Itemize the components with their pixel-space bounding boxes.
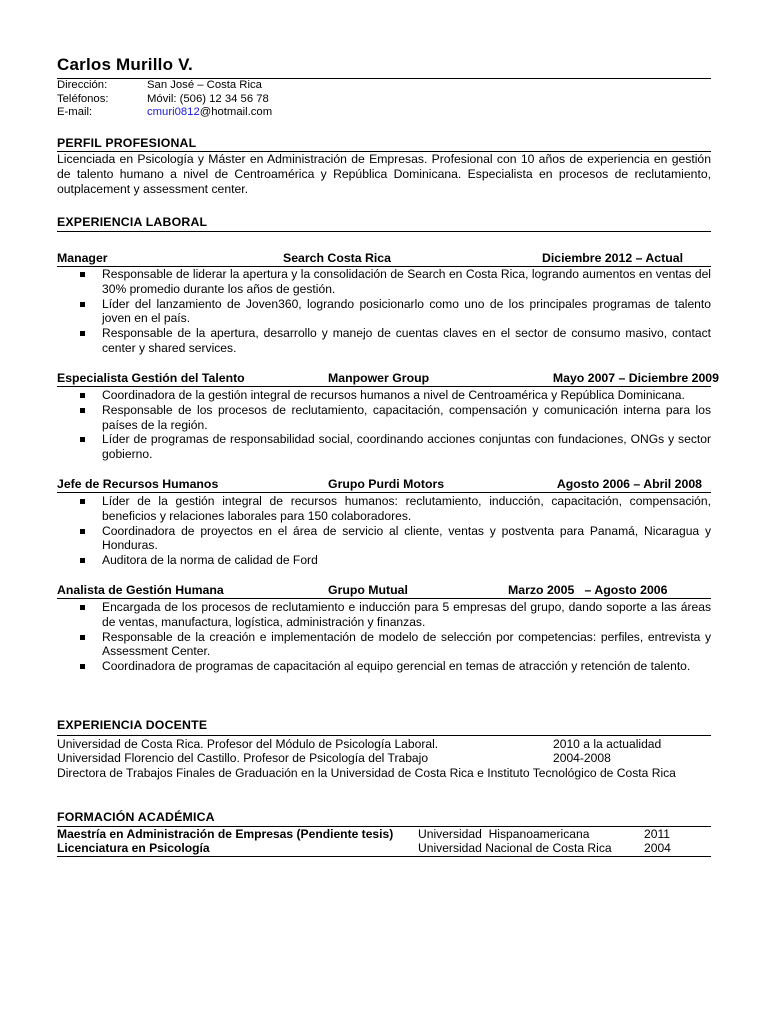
list-item <box>57 403 711 433</box>
profile-text: Licenciada en Psicología y Máster en Administración de Empresas. Profesional con 10 años de experiencia en gestión de talento humano a nivel de Centroamérica y República Dominicana. Especialista en procesos de reclutamiento, outplacement y assessment center. <box>57 152 711 196</box>
bullet-text: Responsable de los procesos de reclutamiento, capacitación, compensación y comunicación interna para los países de la región. <box>102 402 711 432</box>
phone-label: Teléfonos: <box>57 93 109 105</box>
list-item <box>57 267 711 297</box>
bullet-icon <box>80 558 85 563</box>
list-item <box>57 494 711 524</box>
education-bottom-divider <box>57 856 711 857</box>
bullet-icon <box>80 529 85 534</box>
bullet-text: Auditora de la norma de calidad de Ford <box>102 553 318 568</box>
job-company: Search Costa Rica <box>283 251 391 265</box>
bullet-text: Responsable de la creación e implementación de modelo de selección por competencias: perfiles, entrevista y Assessment Center. <box>102 629 711 659</box>
bullet-text: Coordinadora de programas de capacitación al equipo gerencial en temas de atracción y retención de talento. <box>102 659 691 674</box>
education-row <box>57 827 711 841</box>
job-bullets <box>57 494 711 568</box>
teaching-section-title: EXPERIENCIA DOCENTE <box>57 718 208 732</box>
job-bullets <box>57 388 711 462</box>
bullet-icon <box>80 635 85 640</box>
resume-name: Carlos Murillo V. <box>57 55 193 74</box>
job-header <box>57 477 711 492</box>
education-school: Universidad Nacional de Costa Rica <box>418 841 612 855</box>
teaching-dates: 2004-2008 <box>553 751 611 765</box>
job-divider <box>57 492 711 493</box>
job-role: Especialista Gestión del Talento <box>57 371 245 385</box>
job-header <box>57 371 719 386</box>
job-role: Manager <box>57 251 108 265</box>
teaching-text: Universidad de Costa Rica. Profesor del Módulo de Psicología Laboral. <box>57 737 439 751</box>
bullet-text: Líder de la gestión integral de recursos humanos: reclutamiento, inducción, capacitación, compensación, beneficios y relaciones laborales para 150 colaboradores. <box>102 494 711 523</box>
education-year: 2004 <box>644 841 671 855</box>
list-item <box>57 524 711 554</box>
email-label: E-mail: <box>57 106 93 118</box>
email-value <box>147 106 272 120</box>
bullet-text: Coordinadora de la gestión integral de recursos humanos a nivel de Centroamérica y República Dominicana. <box>102 388 685 402</box>
list-item <box>57 388 711 403</box>
bullet-icon <box>80 331 85 336</box>
list-item <box>57 297 711 327</box>
email-domain: @hotmail.com <box>199 106 273 118</box>
teaching-text: Directora de Trabajos Finales de Graduación en la Universidad de Costa Rica e Instituto Tecnológico de Costa Rica <box>57 766 676 780</box>
address-value: San José – Costa Rica <box>147 79 262 91</box>
job-company: Grupo Mutual <box>328 583 408 597</box>
teaching-row <box>57 737 711 751</box>
teaching-divider <box>57 735 711 736</box>
job-bullets <box>57 267 711 356</box>
job-divider <box>57 386 711 387</box>
list-item <box>57 553 711 568</box>
job-bullets <box>57 600 711 674</box>
teaching-dates: 2010 a la actualidad <box>553 737 662 751</box>
job-company: Manpower Group <box>328 371 430 385</box>
job-header <box>57 251 711 266</box>
teaching-text: Universidad Florencio del Castillo. Profesor de Psicología del Trabajo <box>57 751 429 765</box>
bullet-icon <box>80 302 85 307</box>
education-degree: Maestría en Administración de Empresas (Pendiente tesis) <box>57 827 394 841</box>
job-dates: Agosto 2006 – Abril 2008 <box>556 477 702 491</box>
bullet-text: Líder del lanzamiento de Joven360, logrando posicionarlo como uno de los principales programas de talento joven en el país. <box>102 296 711 326</box>
address-label: Dirección: <box>57 79 108 91</box>
profile-section-title: PERFIL PROFESIONAL <box>57 136 197 150</box>
bullet-icon <box>80 272 85 277</box>
job-header <box>57 583 711 598</box>
education-school: Universidad Hispanoamericana <box>418 827 590 841</box>
education-row <box>57 841 711 855</box>
bullet-icon <box>80 408 85 413</box>
phone-value: Móvil: (506) 12 34 56 78 <box>147 93 269 105</box>
job-dates: Marzo 2005 – Agosto 2006 <box>508 583 668 597</box>
education-degree: Licenciatura en Psicología <box>57 841 210 855</box>
list-item <box>57 630 711 660</box>
job-dates: Mayo 2007 – Diciembre 2009 <box>552 371 719 385</box>
bullet-icon <box>80 605 85 610</box>
teaching-row <box>57 751 711 765</box>
teaching-row <box>57 766 711 780</box>
experience-section-title: EXPERIENCIA LABORAL <box>57 215 208 229</box>
education-year: 2011 <box>644 827 671 841</box>
bullet-text: Líder de programas de responsabilidad social, coordinando acciones conjuntas con fundaciones, ONGs y sector gobierno. <box>102 432 711 462</box>
list-item <box>57 600 711 630</box>
job-dates: Diciembre 2012 – Actual <box>541 251 683 265</box>
bullet-icon <box>80 393 85 398</box>
bullet-text: Responsable de liderar la apertura y la consolidación de Search en Costa Rica, logrando aumentos en ventas del 30% promedio durante los años de gestión. <box>102 267 711 296</box>
bullet-text: Encargada de los procesos de reclutamiento e inducción para 5 empresas del grupo, dando soporte a las áreas de ventas, manufactura, logística, administración y finanzas. <box>102 600 711 629</box>
bullet-icon <box>80 664 85 669</box>
email-link[interactable]: cmuri0812 <box>147 106 200 118</box>
list-item <box>57 432 711 462</box>
bullet-text: Responsable de la apertura, desarrollo y manejo de cuentas claves en el sector de consumo masivo, contact center y shared services. <box>102 326 711 355</box>
list-item <box>57 659 711 674</box>
job-role: Jefe de Recursos Humanos <box>57 477 219 491</box>
job-divider <box>57 598 711 599</box>
job-company: Grupo Purdi Motors <box>328 477 445 491</box>
education-section-title: FORMACIÓN ACADÉMICA <box>57 810 215 824</box>
experience-divider <box>57 231 711 232</box>
list-item <box>57 326 711 356</box>
bullet-icon <box>80 499 85 504</box>
job-role: Analista de Gestión Humana <box>57 583 224 597</box>
bullet-text: Coordinadora de proyectos en el área de servicio al cliente, ventas y postventa para Panamá, Nicaragua y Honduras. <box>102 523 711 553</box>
bullet-icon <box>80 437 85 442</box>
